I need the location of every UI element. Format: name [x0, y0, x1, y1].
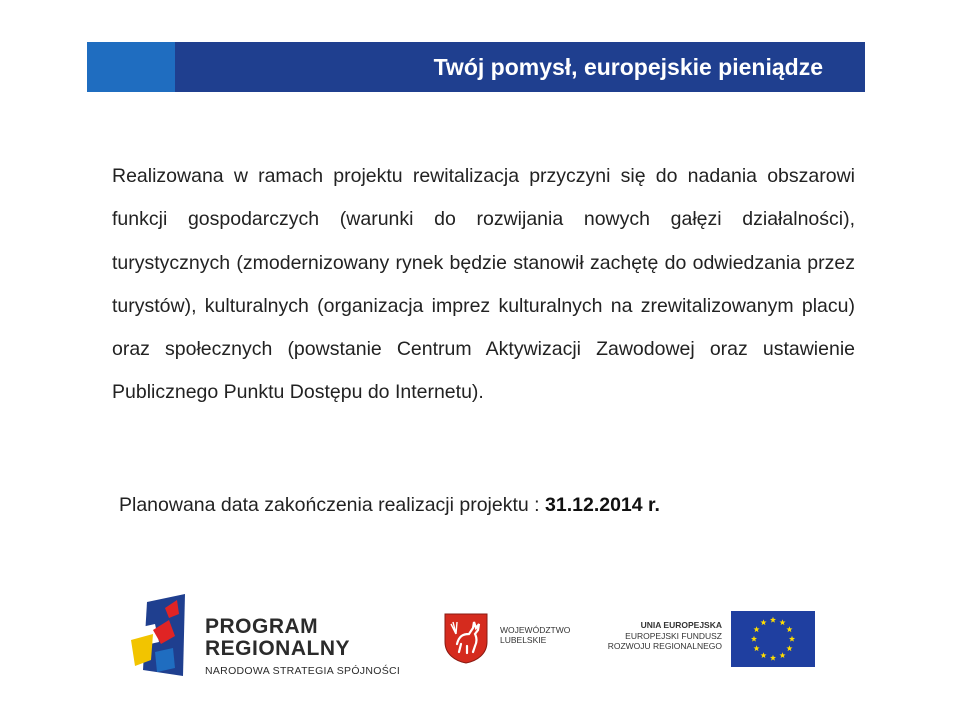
eu-text: [608, 620, 722, 652]
voivodeship-text: [500, 625, 570, 645]
eu-line2: EUROPEJSKI FUNDUSZ: [625, 630, 722, 641]
voivodeship-line2: LUBELSKIE: [500, 635, 547, 645]
program-regionalny-logo-icon: [125, 590, 205, 685]
completion-date-label: Planowana data zakończenia realizacji projektu :: [119, 494, 546, 516]
banner-title: Twój pomysł, europejskie pieniądze: [433, 54, 823, 80]
completion-date-line: [119, 490, 660, 520]
eu-line1: UNIA EUROPEJSKA: [640, 620, 722, 630]
program-regionalny-logo: [125, 590, 405, 685]
program-regionalny-text: [205, 616, 400, 678]
footer-logos: [0, 590, 960, 690]
project-description: Realizowana w ramach projektu rewitalizacja przyczyni się do nadania obszarowi funkcji gospodarczych (warunki do rozwijania nowych gałęzi działalności), turystycznych (zmodernizowany rynek będzie stanowił zachętę do odwiedzania przez turystów), kulturalnych (organizacja imprez kulturalnych na zrewitalizowanym placu) oraz społecznych (powstanie Centrum Aktywizacji Zawodowej oraz ustawienie Publicznego Punktu Dostępu do Internetu).: [112, 165, 855, 404]
program-line2: REGIONALNY: [205, 637, 351, 660]
title-banner: [87, 42, 865, 92]
eu-line3: ROZWOJU REGIONALNEGO: [607, 641, 722, 651]
program-line3: NARODOWA STRATEGIA SPÓJNOŚCI: [205, 665, 401, 677]
program-line1: PROGRAM: [205, 615, 319, 638]
lubelskie-crest-icon: [443, 612, 489, 664]
banner-accent: [87, 42, 175, 92]
eu-flag-icon: [731, 611, 815, 667]
voivodeship-line1: WOJEWÓDZTWO: [500, 625, 571, 635]
completion-date-value: 31.12.2014 r.: [545, 494, 660, 516]
